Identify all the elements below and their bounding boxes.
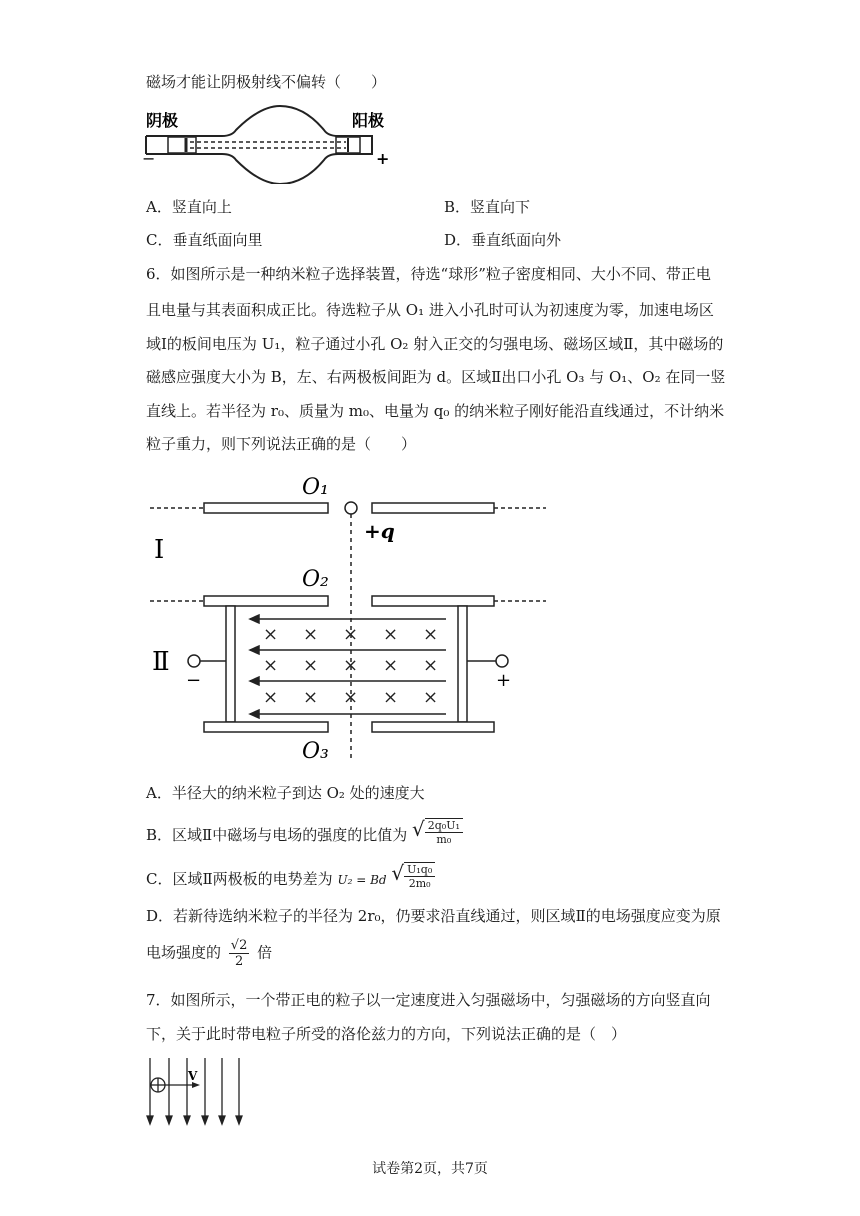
- svg-text:×: ×: [423, 624, 439, 645]
- q6-option-b-text: B．区域Ⅱ中磁场与电场的强度的比值为: [146, 826, 408, 844]
- q6-stem-line: 6．如图所示是一种纳米粒子选择装置，待选“球形”粒子密度相同、大小不同、带正电: [146, 265, 711, 283]
- svg-text:×: ×: [423, 655, 439, 676]
- magnetic-field-figure: [140, 1056, 250, 1128]
- cathode-ray-tube-figure: [140, 104, 400, 184]
- q6-d-denominator: 2: [234, 954, 244, 969]
- q5-option-d[interactable]: D．垂直纸面向外: [444, 231, 562, 249]
- q6-c-numerator: U₁q₀: [404, 863, 435, 877]
- q6-option-d-line2: [146, 938, 272, 969]
- svg-text:×: ×: [263, 655, 279, 676]
- q5-stem-tail: 磁场才能让阴极射线不偏转（ ）: [146, 73, 387, 91]
- q6-option-c-text: C．区域Ⅱ两极板的电势差为: [146, 870, 333, 888]
- q6-c-denominator: 2m₀: [408, 877, 431, 890]
- q7-stem-line: 7．如图所示，一个带正电的粒子以一定速度进入匀强磁场中，匀强磁场的方向竖直向: [146, 991, 711, 1009]
- q6-b-denominator: m₀: [436, 833, 452, 846]
- q6-option-c-formula: √ $\frac{\text{U₁q₀}}{\text{2m₀}}$: [391, 862, 435, 890]
- svg-text:×: ×: [263, 624, 279, 645]
- q6-b-numerator: 2q₀U₁: [425, 819, 463, 833]
- svg-text:×: ×: [303, 655, 319, 676]
- svg-text:×: ×: [343, 655, 359, 676]
- q6-option-c-expr: U₂ = Bd: [337, 873, 387, 887]
- svg-text:×: ×: [263, 687, 279, 708]
- svg-text:×: ×: [383, 655, 399, 676]
- region-2-label: Ⅱ: [152, 647, 170, 677]
- q6-stem-line: 域Ⅰ的板间电压为 U₁，粒子通过小孔 O₂ 射入正交的匀强电场、磁场区域Ⅱ，其中磁场的: [146, 335, 724, 353]
- q6-d-numerator: √2: [230, 938, 248, 953]
- o2-label: O₂: [302, 567, 329, 592]
- q6-stem-line: 粒子重力，则下列说法正确的是（ ）: [146, 435, 417, 453]
- q6-option-b[interactable]: [146, 817, 463, 850]
- svg-text:×: ×: [303, 687, 319, 708]
- plus-terminal: +: [496, 670, 512, 691]
- cathode-label: 阴极: [146, 111, 179, 130]
- q6-d-fraction: [229, 938, 250, 969]
- minus-terminal: −: [186, 670, 202, 691]
- svg-text:×: ×: [383, 687, 399, 708]
- q6-stem-line: 直线上。若半径为 r₀、质量为 m₀、电量为 q₀ 的纳米粒子刚好能沿直线通过，不计纳米: [146, 402, 725, 420]
- q6-stem-line: 且电量与其表面积成正比。待选粒子从 O₁ 进入小孔时可认为初速度为零，加速电场区: [146, 301, 714, 319]
- anode-plus: +: [376, 149, 390, 168]
- region-1-label: Ⅰ: [154, 535, 165, 565]
- o3-label: O₃: [302, 739, 329, 764]
- q6-option-a[interactable]: A．半径大的纳米粒子到达 O₂ 处的速度大: [146, 784, 425, 802]
- svg-text:×: ×: [343, 687, 359, 708]
- q6-d-text: 电场强度的: [146, 943, 222, 962]
- svg-text:×: ×: [343, 624, 359, 645]
- particle-selector-figure: [146, 470, 556, 766]
- svg-text:×: ×: [303, 624, 319, 645]
- svg-text:×: ×: [383, 624, 399, 645]
- q6-stem-line: 磁感应强度大小为 B，左、右两极板间距为 d。区域Ⅱ出口小孔 O₃ 与 O₁、O₂ 在同一竖: [146, 368, 726, 386]
- charge-label: +q: [364, 519, 395, 543]
- q5-option-a[interactable]: A．竖直向上: [146, 198, 232, 216]
- q6-d-suffix: 倍: [257, 943, 273, 962]
- q5-option-c[interactable]: C．垂直纸面向里: [146, 231, 263, 249]
- q6-option-d[interactable]: D．若新待选纳米粒子的半径为 2r₀，仍要求沿直线通过，则区域Ⅱ的电场强度应变为原: [146, 907, 721, 925]
- anode-label: 阳极: [352, 111, 385, 130]
- q5-option-b[interactable]: B．竖直向下: [444, 198, 531, 216]
- svg-text:×: ×: [423, 687, 439, 708]
- q6-option-b-formula: √ $\frac{\text{2q₀U₁}}{\text{m₀}}$: [412, 818, 463, 846]
- q7-stem-line: 下，关于此时带电粒子所受的洛伦兹力的方向，下列说法正确的是（ ）: [146, 1025, 627, 1043]
- cathode-minus: −: [142, 149, 156, 168]
- page-footer: 试卷第2页，共7页: [372, 1161, 488, 1177]
- q6-option-c[interactable]: [146, 861, 435, 894]
- velocity-label: V: [188, 1069, 198, 1083]
- o1-label: O₁: [302, 475, 329, 500]
